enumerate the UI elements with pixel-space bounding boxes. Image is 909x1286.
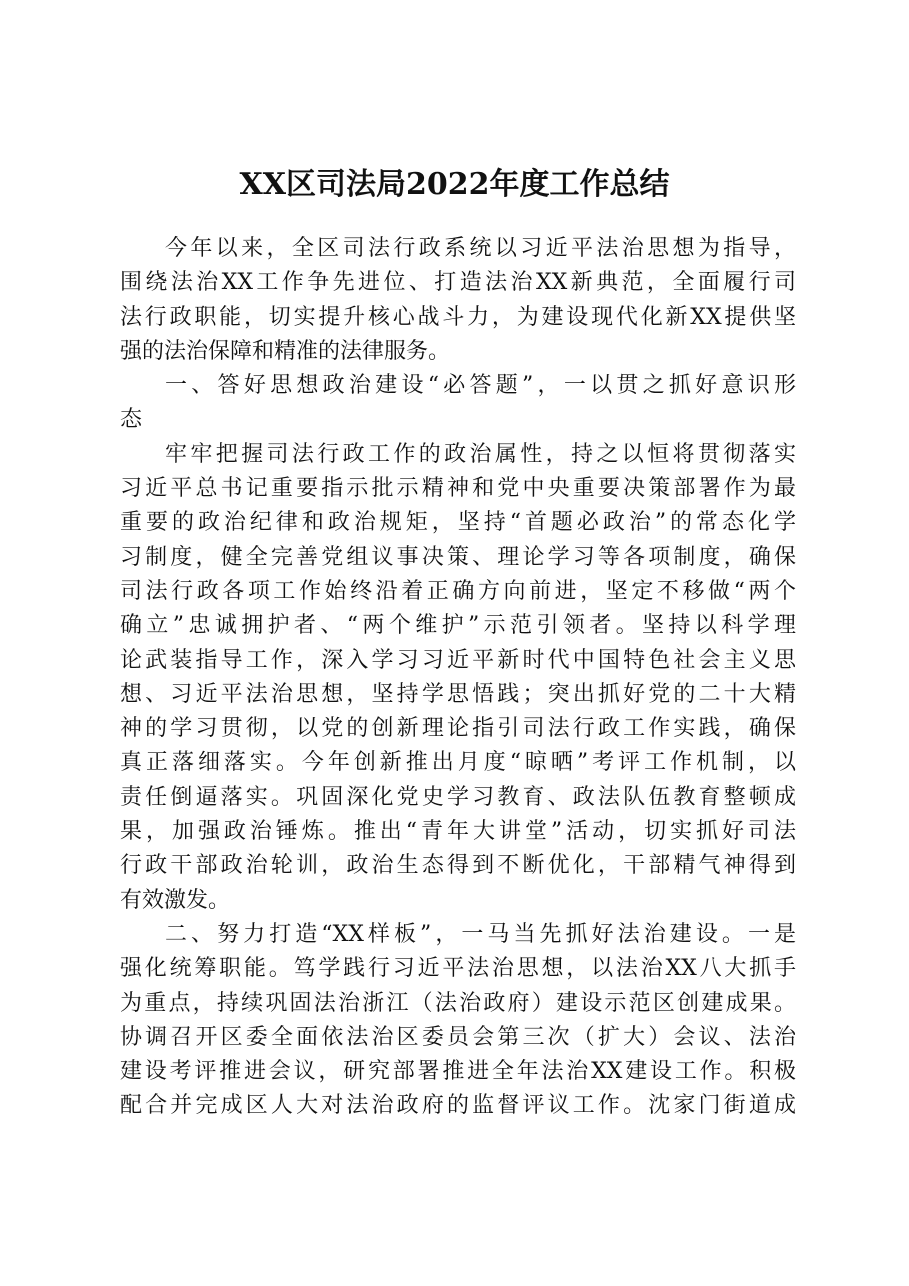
text-line: 法行政职能，切实提升核心战斗力，为建设现代化新XX提供坚 [120,304,796,330]
document-body [120,232,796,1124]
text-line: 责任倒逼落实。巩固深化党史学习教育、政法队伍教育整顿成 [120,784,796,810]
text-line: 协调召开区委全面依法治区委员会第三次（扩大）会议、法治 [120,1024,796,1050]
text-line: 行政干部政治轮训，政治生态得到不断优化，干部精气神得到 [120,853,796,879]
text-line: 习制度，健全完善党组议事决策、理论学习等各项制度，确保 [120,544,796,570]
text-line: 今年以来，全区司法行政系统以习近平法治思想为指导， [165,236,796,261]
text-line: 确立”忠诚拥护者、“两个维护”示范引领者。坚持以科学理 [120,613,796,639]
text-line: 强的法治保障和精准的法律服务。 [120,338,451,364]
document-title: XX区司法局2022年度工作总结 [239,167,670,202]
text-line: 牢牢把握司法行政工作的政治属性，持之以恒将贯彻落实 [165,441,796,467]
text-line: 围绕法治XX工作争先进位、打造法治XX新典范，全面履行司 [120,270,796,296]
text-line: 真正落细落实。今年创新推出月度“晾晒”考评工作机制，以 [120,750,796,776]
text-line: 司法行政各项工作始终沿着正确方向前进，坚定不移做“两个 [120,578,796,604]
text-line: 一、答好思想政治建设“必答题”，一以贯之抓好意识形 [165,373,796,399]
text-line: 强化统筹职能。笃学践行习近平法治思想，以法治XX八大抓手 [120,956,796,982]
text-line: 态 [120,407,143,433]
text-line: 配合并完成区人大对法治政府的监督评议工作。沈家门街道成 [120,1093,796,1119]
text-line: 果，加强政治锤炼。推出“青年大讲堂”活动，切实抓好司法 [120,819,796,845]
text-line: 为重点，持续巩固法治浙江（法治政府）建设示范区创建成果。 [120,990,796,1016]
text-line: 二、努力打造“XX样板”，一马当先抓好法治建设。一是 [165,921,796,947]
text-line: 建设考评推进会议，研究部署推进全年法治XX建设工作。积极 [120,1059,796,1085]
text-line: 重要的政治纪律和政治规矩，坚持“首题必政治”的常态化学 [120,510,796,536]
text-line: 习近平总书记重要指示批示精神和党中央重要决策部署作为最 [120,476,796,502]
text-line: 论武装指导工作，深入学习习近平新时代中国特色社会主义思 [120,647,796,673]
text-line: 想、习近平法治思想，坚持学思悟践；突出抓好党的二十大精 [120,681,796,707]
text-line: 神的学习贯彻，以党的创新理论指引司法行政工作实践，确保 [120,716,796,742]
text-line: 有效激发。 [120,887,231,913]
